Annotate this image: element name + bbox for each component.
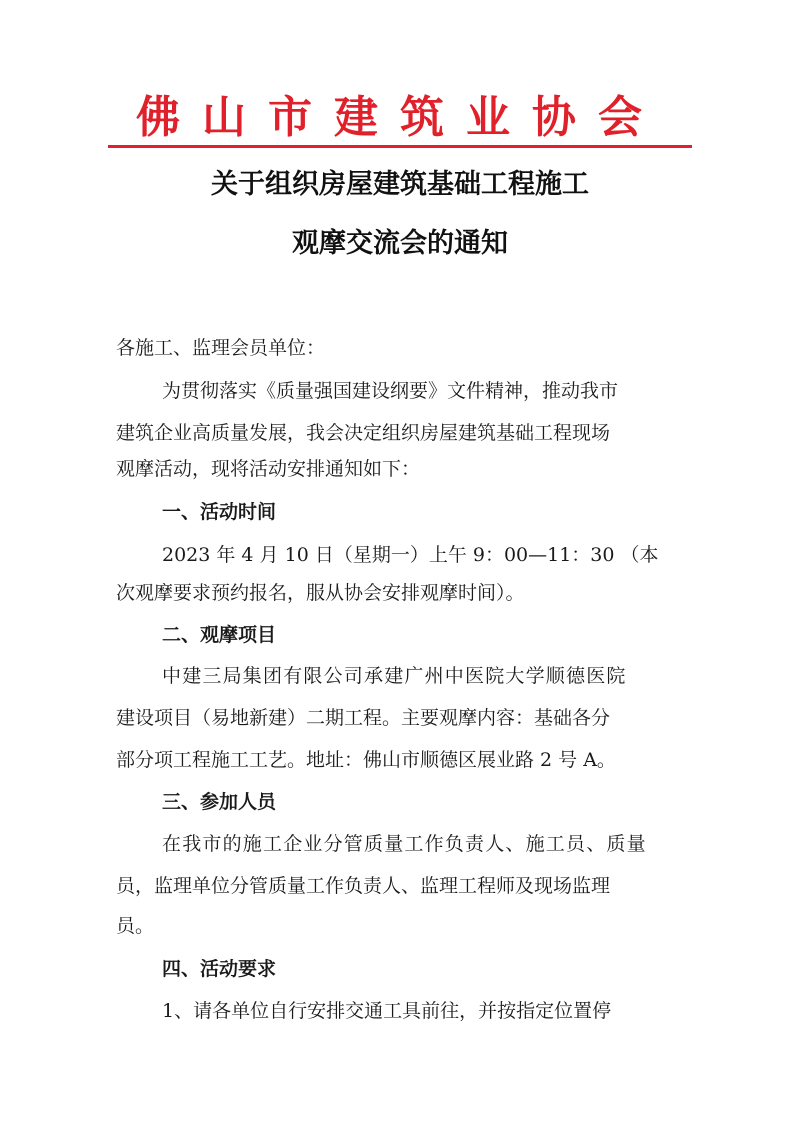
section-heading-time: 一、活动时间 <box>162 501 277 523</box>
intro-line-1: 为贯彻落实《质量强国建设纲要》文件精神，推动我市 <box>162 380 619 402</box>
organization-letterhead: 佛山市建筑业协会 <box>136 92 664 143</box>
notice-title-line-1: 关于组织房屋建筑基础工程施工 <box>211 169 589 200</box>
project-line-1: 中建三局集团有限公司承建广州中医院大学顺德医院 <box>162 665 627 687</box>
section-heading-project: 二、观摩项目 <box>162 624 277 646</box>
time-line-2: 次观摩要求预约报名，服从协会安排观摩时间）。 <box>116 582 525 604</box>
project-line-2: 建设项目（易地新建）二期工程。主要观摩内容：基础各分 <box>116 707 611 729</box>
intro-line-2: 建筑企业高质量发展，我会决定组织房屋建筑基础工程现场 <box>116 422 611 444</box>
letterhead-red-rule <box>108 145 692 148</box>
intro-line-3: 观摩活动，现将活动安排通知如下： <box>116 458 421 480</box>
participants-line-3: 员。 <box>116 915 155 937</box>
participants-line-2: 员，监理单位分管质量工作负责人、监理工程师及现场监理 <box>116 875 611 897</box>
time-line-1: 2023 年 4 月 10 日（星期一）上午 9：00—11：30 （本 <box>162 544 659 566</box>
project-line-3: 部分项工程施工工艺。地址：佛山市顺德区展业路 2 号 A。 <box>116 749 616 771</box>
notice-title-line-2: 观摩交流会的通知 <box>292 228 508 259</box>
participants-line-1: 在我市的施工企业分管质量工作负责人、施工员、质量 <box>162 833 647 855</box>
section-heading-participants: 三、参加人员 <box>162 791 277 813</box>
salutation: 各施工、监理会员单位： <box>116 337 326 359</box>
requirements-line-1: 1、请各单位自行安排交通工具前往，并按指定位置停 <box>162 1000 612 1022</box>
section-heading-requirements: 四、活动要求 <box>162 958 277 980</box>
